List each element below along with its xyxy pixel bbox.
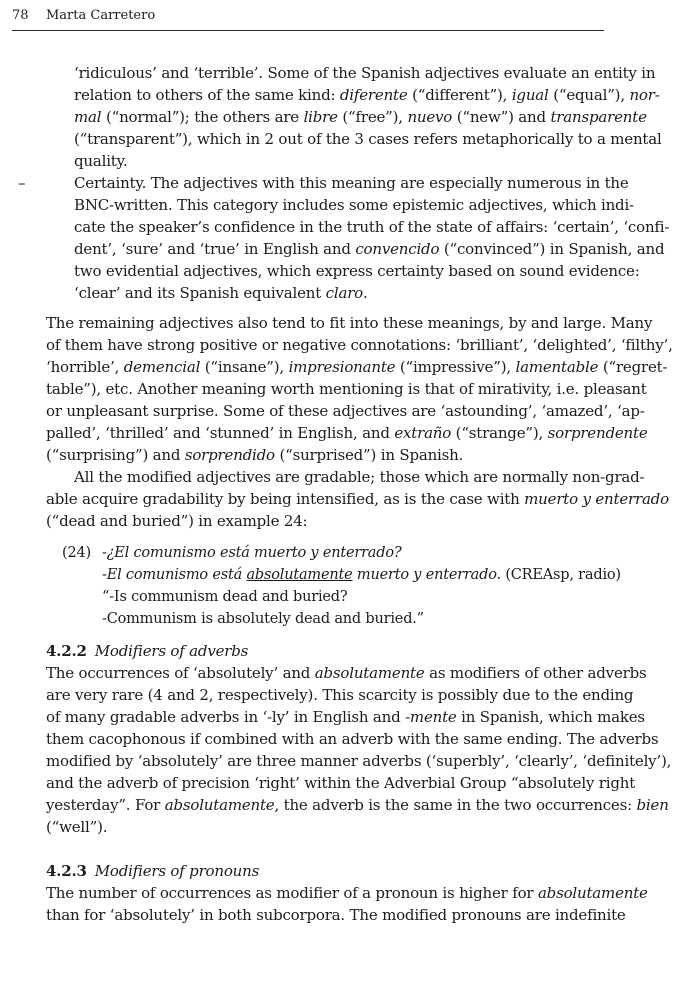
example-line: -Communism is absolutely dead and buried.” (102, 611, 424, 627)
text-line: Certainty. The adjectives with this meaning are especially numerous in the (74, 174, 629, 192)
section-number: 4.2.2 (46, 642, 87, 660)
text-line: and the adverb of precision ‘right’ within the Adverbial Group “absolutely right (46, 774, 636, 792)
text-line: yesterday”. For absolutamente, the adverb is the same in the two occurrences: bien (46, 796, 669, 814)
section-title: Modifiers of adverbs (94, 642, 249, 660)
example-line: -El comunismo está absolutamente muerto y enterrado. (CREAsp, radio) (102, 567, 621, 583)
text-line: them cacophonous if combined with an adverb with the same ending. The adverbs (46, 730, 659, 748)
text-line: modified by ‘absolutely’ are three manner adverbs (‘superbly’, ‘clearly’, ‘definitely’), (46, 752, 672, 770)
section-4-2-3-text (46, 882, 648, 926)
text-line: The number of occurrences as modifier of a pronoun is higher for absolutamente (46, 884, 648, 902)
text-line: (“well”). (46, 818, 108, 836)
text-line: cate the speaker’s confidence in the truth of the state of affairs: ‘certain’, ‘confi- (74, 218, 670, 236)
section-heading-4-2-2 (46, 640, 604, 662)
list-dash: – (18, 174, 26, 192)
section-title: Modifiers of pronouns (94, 862, 260, 880)
text-line: ‘horrible’, demencial (“insane”), impresionante (“impressive”), lamentable (“regret- (46, 358, 668, 376)
certainty-text (74, 172, 670, 304)
example-number: (24) (62, 545, 91, 561)
text-line: The remaining adjectives also tend to fit into these meanings, by and large. Many (46, 314, 653, 332)
text-line: of them have strong positive or negative connotations: ‘brilliant’, ‘delighted’, ‘filthy’, (46, 336, 673, 354)
text-line: dent’, ‘sure’ and ‘true’ in English and convencido (“convinced”) in Spanish, and (74, 240, 665, 258)
text-line: ‘ridiculous’ and ‘terrible’. Some of the Spanish adjectives evaluate an entity in (74, 64, 656, 82)
page-number: 78 (12, 8, 29, 23)
example-24 (46, 542, 621, 630)
text-line: or unpleasant surprise. Some of these adjectives are ‘astounding’, ‘amazed’, ‘ap- (46, 402, 645, 420)
section-4-2-2-text (46, 662, 672, 838)
running-header (12, 6, 604, 31)
text-line: two evidential adjectives, which express certainty based on sound evidence: (74, 262, 640, 280)
running-head-author: Marta Carretero (46, 8, 156, 23)
text-line: (“transparent”), which in 2 out of the 3 cases refers metaphorically to a mental (74, 130, 662, 148)
text-line: table”), etc. Another meaning worth mentioning is that of mirativity, i.e. pleasant (46, 380, 647, 398)
text-line: of many gradable adverbs in ‘-ly’ in English and -mente in Spanish, which makes (46, 708, 645, 726)
paragraph-remaining-adjectives (46, 312, 673, 466)
list-item-certainty (18, 172, 670, 304)
text-line: mal (“normal”); the others are libre (“free”), nuevo (“new”) and transparente (74, 108, 647, 126)
list-item-continuation (46, 62, 662, 172)
example-line: “-Is communism dead and buried? (102, 589, 348, 605)
text-line: quality. (74, 152, 128, 170)
text-line: The occurrences of ‘absolutely’ and absolutamente as modifiers of other adverbs (46, 664, 647, 682)
text-line: are very rare (4 and 2, respectively). This scarcity is possibly due to the ending (46, 686, 634, 704)
text-line: (“surprising”) and sorprendido (“surprised”) in Spanish. (46, 446, 464, 464)
text-line: able acquire gradability by being intensified, as is the case with muerto y enterrado (46, 490, 669, 508)
text-line: palled’, ‘thrilled’ and ‘stunned’ in English, and extraño (“strange”), sorprendente (46, 424, 648, 442)
section-number: 4.2.3 (46, 862, 87, 880)
example-line: -¿El comunismo está muerto y enterrado? (102, 545, 402, 561)
text-line: BNC-written. This category includes some epistemic adjectives, which indi- (74, 196, 634, 214)
text-line: ‘clear’ and its Spanish equivalent claro. (74, 284, 368, 302)
paragraph-gradable (46, 466, 669, 532)
text-line: than for ‘absolutely’ in both subcorpora. The modified pronouns are indefinite (46, 906, 626, 924)
text-line: (“dead and buried”) in example 24: (46, 512, 308, 530)
text-line: relation to others of the same kind: diferente (“different”), igual (“equal”), nor- (74, 86, 660, 104)
text-line: All the modified adjectives are gradable; those which are normally non-grad- (74, 468, 645, 486)
section-heading-4-2-3 (46, 860, 604, 882)
page-body (18, 62, 673, 926)
